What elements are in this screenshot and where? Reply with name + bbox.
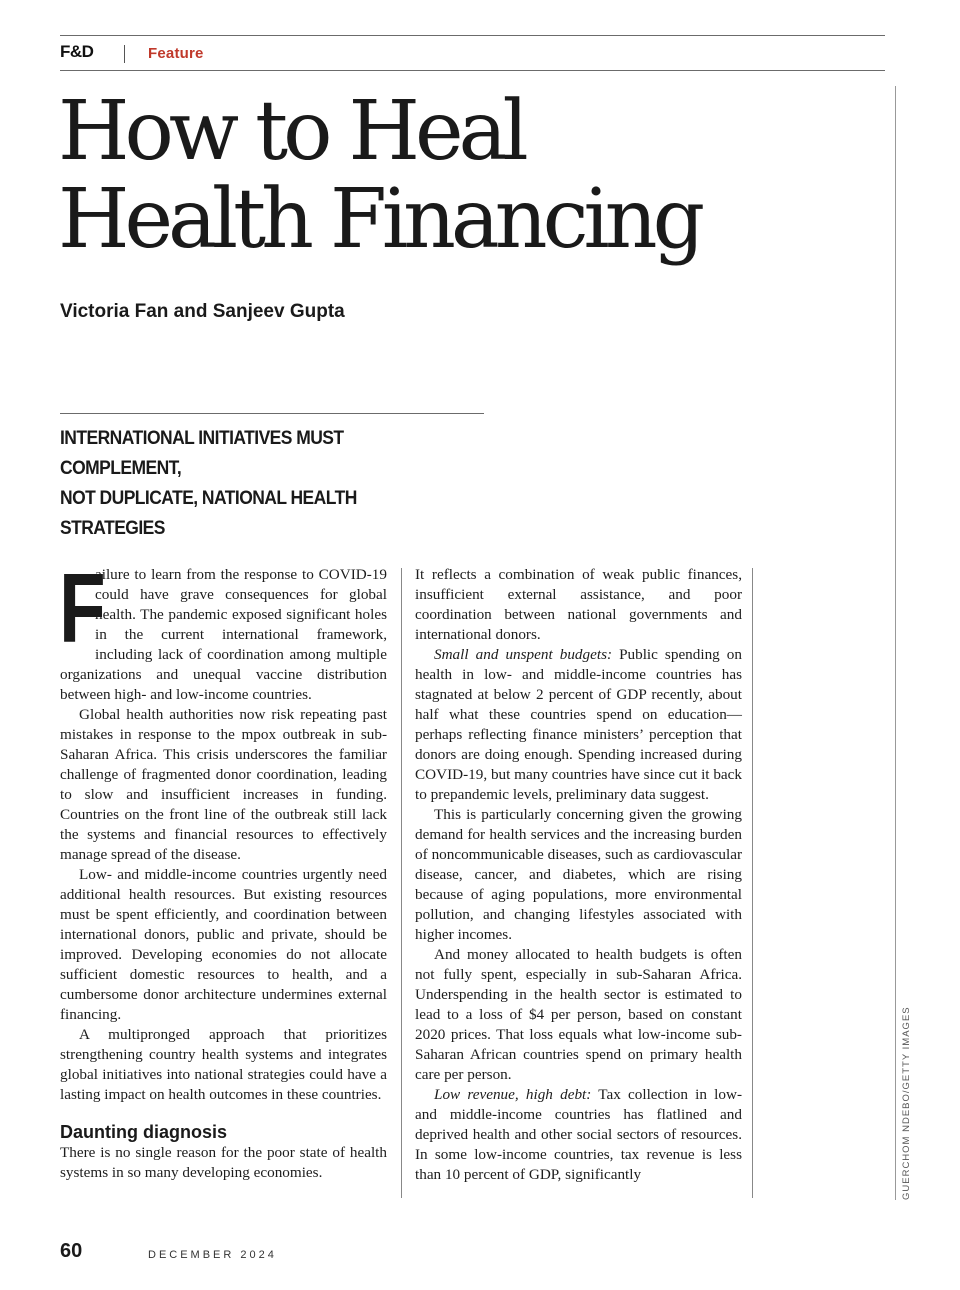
paragraph: Low- and middle-income countries urgently need additional health resources. But existing resources must be spent efficiently, and coordination between international donors, public and private, should be improved. Developing economies do not allocate sufficient domestic resources to health, and a cumbersome donor architecture undermines external financing. — [60, 866, 387, 1023]
run-in-head: Small and unspent budgets: — [434, 646, 613, 663]
top-rule — [60, 35, 885, 36]
header-rule — [60, 70, 885, 71]
right-margin-rule — [895, 86, 896, 1200]
photo-credit: GUERCHOM NDEBO/GETTY IMAGES — [901, 1006, 912, 1200]
paragraph: Global health authorities now risk repeating past mistakes in response to the mpox outbreak in sub-Saharan Africa. This crisis underscores the familiar challenge of fragmented donor coordination, leading to slow and insufficient increases in funding. Countries on the front line of the outbreak still lack the systems and financial resources to effectively manage spread of the disease. — [60, 706, 387, 863]
paragraph: And money allocated to health budgets is often not fully spent, especially in sub-Saharan Africa. Underspending in the health sector is estimated to lead to a loss of $4 per person, based on constant 2020 prices. That loss equals what low-income sub-Saharan African countries spend on primary health care per person. — [415, 946, 742, 1083]
body-column-1 — [59, 553, 387, 1183]
body-column-2 — [415, 565, 742, 1185]
paragraph-text: ailure to learn from the response to COVID-19 could have grave consequences for global health. The pandemic exposed significant holes in the current international framework, including lack of coordination among multiple organizations and unequal vaccine distribution between high- and low-income countries. — [60, 566, 387, 703]
article-title — [58, 84, 878, 267]
article-title-line1: How to Heal — [58, 84, 524, 179]
paragraph-text: Tax collection in low- and middle-income countries has flatlined and deprived health and other social sectors of resources. In some low-income countries, tax revenue is less than 10 percent of GDP, significantly — [415, 1086, 743, 1183]
column-divider — [401, 568, 402, 1198]
paragraph — [59, 553, 387, 705]
byline: Victoria Fan and Sanjeev Gupta — [60, 301, 345, 322]
paragraph: This is particularly concerning given the growing demand for health services and the increasing burden of noncommunicable diseases, such as cardiovascular disease, cancer, and diabetes, which are rising because of aging populations, more environmental pollution, and changing lifestyles associated with higher incomes. — [415, 806, 742, 943]
run-in-head: Low revenue, high debt: — [434, 1086, 592, 1103]
brand-logo: F&D — [60, 42, 94, 61]
article-title-line2: Health Financing — [58, 172, 701, 267]
paragraph — [415, 645, 742, 805]
issue-date: DECEMBER 2024 — [148, 1249, 277, 1261]
deck-rule — [60, 413, 484, 414]
column-divider-right — [752, 568, 753, 1198]
deck-line2: NOT DUPLICATE, NATIONAL HEALTH STRATEGIES — [60, 488, 357, 539]
paragraph: There is no single reason for the poor state of health systems in so many developing economies. — [60, 1144, 387, 1181]
page-number: 60 — [60, 1240, 83, 1262]
deck-line1: INTERNATIONAL INITIATIVES MUST COMPLEMENT, — [60, 428, 344, 479]
header-divider — [124, 45, 125, 63]
subheading: Daunting diagnosis — [60, 1122, 228, 1142]
drop-cap: F — [59, 553, 106, 663]
section-label: Feature — [148, 45, 204, 62]
paragraph: A multipronged approach that prioritizes strengthening country health systems and integrates global initiatives into national strategies could have a lasting impact on health outcomes in these countries. — [60, 1026, 387, 1103]
article-deck — [60, 424, 456, 544]
paragraph: It reflects a combination of weak public finances, insufficient external assistance, and poor coordination between national governments and international donors. — [415, 566, 742, 643]
paragraph — [415, 1085, 742, 1185]
paragraph-text: Public spending on health in low- and middle-income countries has stagnated at below 2 percent of GDP recently, about half what these countries spend on education—perhaps reflecting finance ministers’ perception that donors are doing enough. Spending increased during COVID-19, but many countries have since cut it back to prepandemic levels, preliminary data suggest. — [415, 646, 742, 803]
